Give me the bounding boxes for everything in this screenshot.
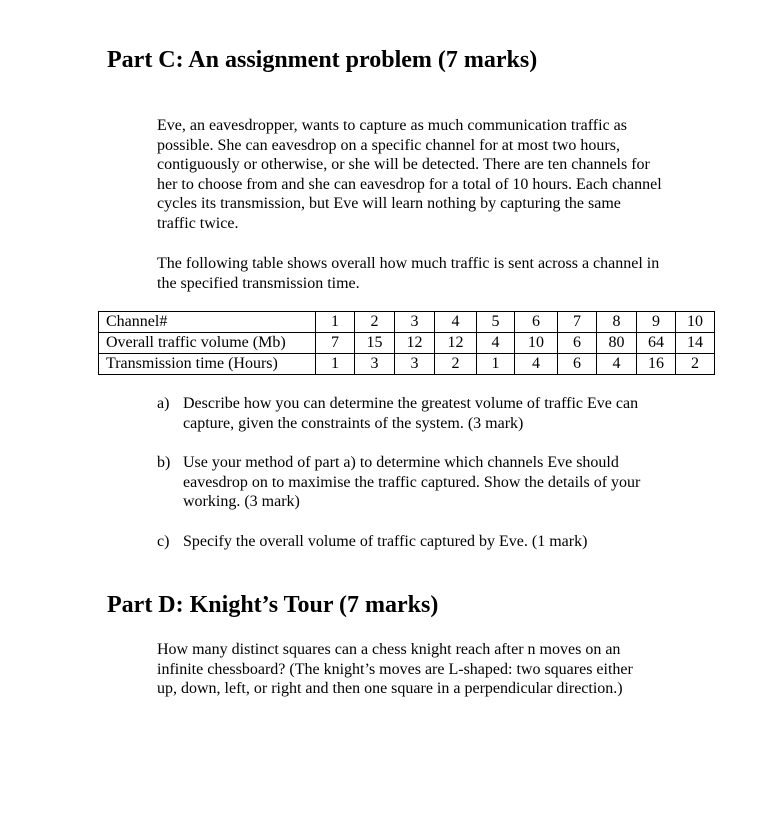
part-d-line: infinite chessboard? (The knight’s moves are L-shaped: two squares either bbox=[157, 660, 633, 678]
intro-line: Eve, an eavesdropper, wants to capture as much communication traffic as bbox=[157, 117, 627, 134]
intro-line: contiguously or otherwise, or she will be detected. There are ten channels for bbox=[157, 156, 650, 174]
channel-traffic-table bbox=[98, 311, 715, 375]
question-label: a) bbox=[157, 395, 170, 412]
intro-line: her to choose from and she can eavesdrop for a total of 10 hours. Each channel bbox=[157, 175, 662, 193]
table-cell: 5 bbox=[477, 312, 515, 333]
table-cell: 16 bbox=[637, 354, 676, 375]
table-cell: 6 bbox=[558, 333, 597, 354]
question-line: eavesdrop on to maximise the traffic captured. Show the details of your bbox=[183, 473, 641, 491]
table-cell: 2 bbox=[676, 354, 715, 375]
table-cell: 2 bbox=[435, 354, 477, 375]
row-header: Channel# bbox=[99, 312, 316, 333]
table-cell: 6 bbox=[515, 312, 558, 333]
table-cell: 1 bbox=[477, 354, 515, 375]
table-cell: 10 bbox=[676, 312, 715, 333]
table-cell: 1 bbox=[316, 354, 355, 375]
table-cell: 9 bbox=[637, 312, 676, 333]
table-description bbox=[157, 254, 717, 293]
question-body bbox=[183, 453, 640, 512]
table-cell: 3 bbox=[355, 354, 395, 375]
table-cell: 80 bbox=[597, 333, 637, 354]
table-cell: 4 bbox=[435, 312, 477, 333]
table-cell: 7 bbox=[316, 333, 355, 354]
table-cell: 2 bbox=[355, 312, 395, 333]
table-cell: 15 bbox=[355, 333, 395, 354]
table-row-transmission-time bbox=[99, 354, 715, 375]
part-d-text bbox=[157, 640, 717, 699]
question-line: capture, given the constraints of the system. (3 mark) bbox=[183, 414, 524, 432]
question-line: Describe how you can determine the greatest volume of traffic Eve can bbox=[183, 395, 639, 412]
table-cell: 64 bbox=[637, 333, 676, 354]
table-row-traffic-volume bbox=[99, 333, 715, 354]
part-d-line: How many distinct squares can a chess knight reach after n moves on an bbox=[157, 641, 621, 658]
row-header: Transmission time (Hours) bbox=[99, 354, 316, 375]
table-description-line: the specified transmission time. bbox=[157, 274, 360, 292]
question-a bbox=[157, 394, 638, 433]
question-body bbox=[183, 394, 638, 433]
question-label: b) bbox=[157, 454, 171, 471]
part-d-line: up, down, left, or right and then one square in a perpendicular direction.) bbox=[157, 680, 623, 698]
part-c-intro bbox=[157, 116, 717, 234]
question-line: working. (3 mark) bbox=[183, 493, 300, 511]
intro-line: traffic twice. bbox=[157, 214, 239, 232]
table-cell: 4 bbox=[597, 354, 637, 375]
question-line: Specify the overall volume of traffic captured by Eve. (1 mark) bbox=[183, 533, 588, 550]
table-cell: 3 bbox=[395, 312, 435, 333]
question-b bbox=[157, 453, 640, 512]
table-cell: 10 bbox=[515, 333, 558, 354]
part-c-title: Part C: An assignment problem (7 marks) bbox=[107, 47, 538, 73]
question-body bbox=[183, 532, 587, 552]
question-label: c) bbox=[157, 533, 170, 550]
table-row-channel bbox=[99, 312, 715, 333]
table-cell: 4 bbox=[477, 333, 515, 354]
table-cell: 12 bbox=[395, 333, 435, 354]
table-cell: 12 bbox=[435, 333, 477, 354]
question-c bbox=[157, 532, 587, 552]
table-cell: 6 bbox=[558, 354, 597, 375]
intro-line: possible. She can eavesdrop on a specific channel for at most two hours, bbox=[157, 136, 620, 154]
row-header: Overall traffic volume (Mb) bbox=[99, 333, 316, 354]
table-cell: 7 bbox=[558, 312, 597, 333]
table-cell: 1 bbox=[316, 312, 355, 333]
part-d-title: Part D: Knight’s Tour (7 marks) bbox=[107, 592, 439, 618]
table-description-line: The following table shows overall how much traffic is sent across a channel in bbox=[157, 255, 660, 272]
table-cell: 4 bbox=[515, 354, 558, 375]
question-line: Use your method of part a) to determine which channels Eve should bbox=[183, 454, 619, 471]
table-cell: 14 bbox=[676, 333, 715, 354]
table-cell: 3 bbox=[395, 354, 435, 375]
intro-line: cycles its transmission, but Eve will learn nothing by capturing the same bbox=[157, 195, 621, 213]
table-cell: 8 bbox=[597, 312, 637, 333]
